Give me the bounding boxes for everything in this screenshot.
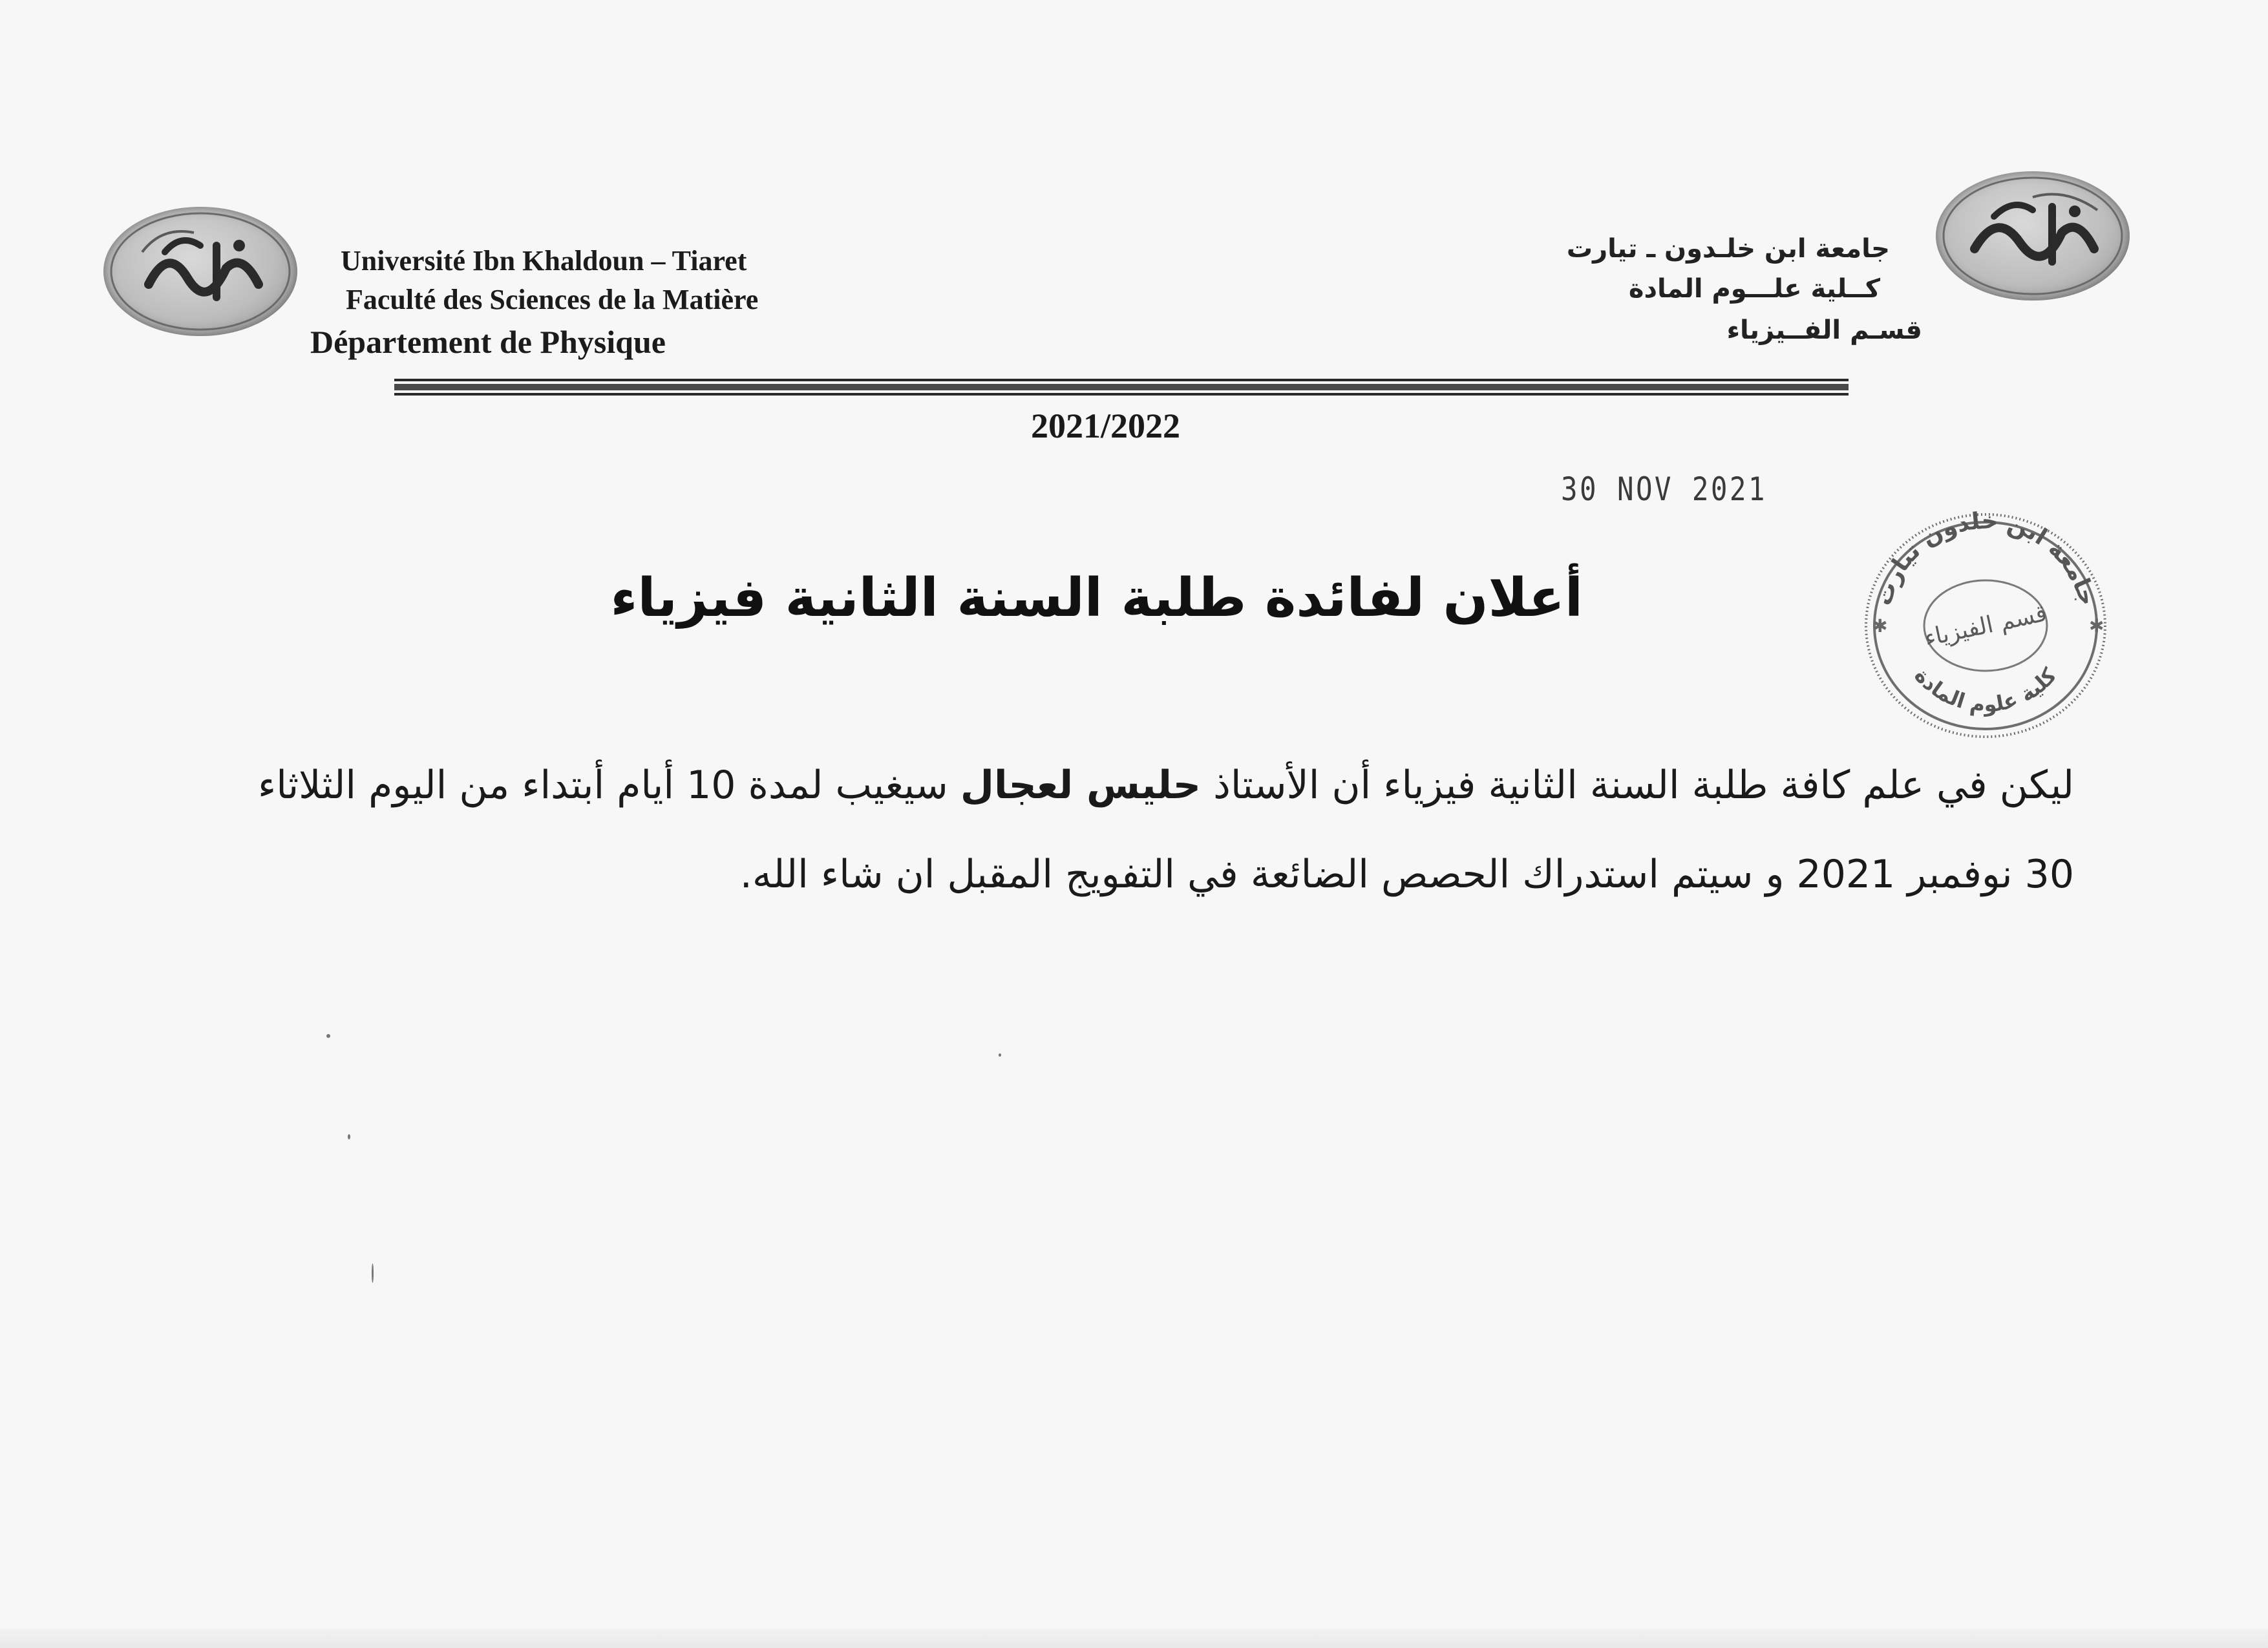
official-round-stamp (1850, 503, 2121, 748)
header-university-ar: جامعة ابن خلـدون ـ تيارت (1566, 234, 1890, 264)
announcement-body-line-1 (258, 763, 2074, 808)
scan-speck (326, 1034, 330, 1038)
header-separator (394, 379, 1849, 381)
stamp-star-icon: ✱ (1872, 617, 1888, 637)
header-department-fr: Département de Physique (310, 324, 666, 360)
header-faculty-ar: كــلية علـــوم المادة (1628, 274, 1880, 304)
date-stamp: 30 NOV 2021 (1561, 470, 1767, 508)
header-faculty-fr: Faculté des Sciences de la Matière (346, 284, 759, 315)
body-text: سيغيب لمدة 10 أيام أبتداء من اليوم الثلاثاء (257, 763, 960, 808)
stamp-inner-text: قسم الفيزياء (1922, 600, 2050, 652)
university-logo-right (1936, 171, 2130, 301)
body-text: ليكن في علم كافة طلبة السنة الثانية فيزياء أن الأستاذ (1201, 763, 2074, 808)
professor-name: حليس لعجال (960, 763, 1202, 808)
stamp-bottom-text: كلية علوم المادة (1909, 663, 2062, 717)
scan-speck (999, 1053, 1001, 1057)
scan-speck (372, 1263, 374, 1283)
stamp-outer-text: جامعة ابن خلدون تيارت (1870, 507, 2101, 609)
header-department-ar: قسـم الفــيزياء (1726, 315, 1922, 345)
stamp-seal-icon (1850, 503, 2121, 748)
scan-edge (0, 1629, 2268, 1648)
stamp-star-icon: ✱ (2089, 617, 2104, 637)
scan-speck (348, 1134, 350, 1139)
announcement-body-line-2: 30 نوفمبر 2021 و سيتم استدراك الحصص الضائعة في التفويج المقبل ان شاء الله. (739, 852, 2074, 897)
announcement-title: أعلان لفائدة طلبة السنة الثانية فيزياء (610, 567, 1583, 629)
header-university-fr: Université Ibn Khaldoun – Tiaret (341, 245, 747, 277)
svg-text:جامعة ابن خلدون تيارت (1870, 508, 2101, 609)
header-separator (394, 384, 1849, 390)
logo-calligraphy-icon (103, 207, 297, 336)
logo-calligraphy-icon (1936, 171, 2130, 301)
university-logo-left (103, 207, 297, 336)
header-separator (394, 393, 1849, 396)
academic-year: 2021/2022 (1031, 407, 1181, 445)
